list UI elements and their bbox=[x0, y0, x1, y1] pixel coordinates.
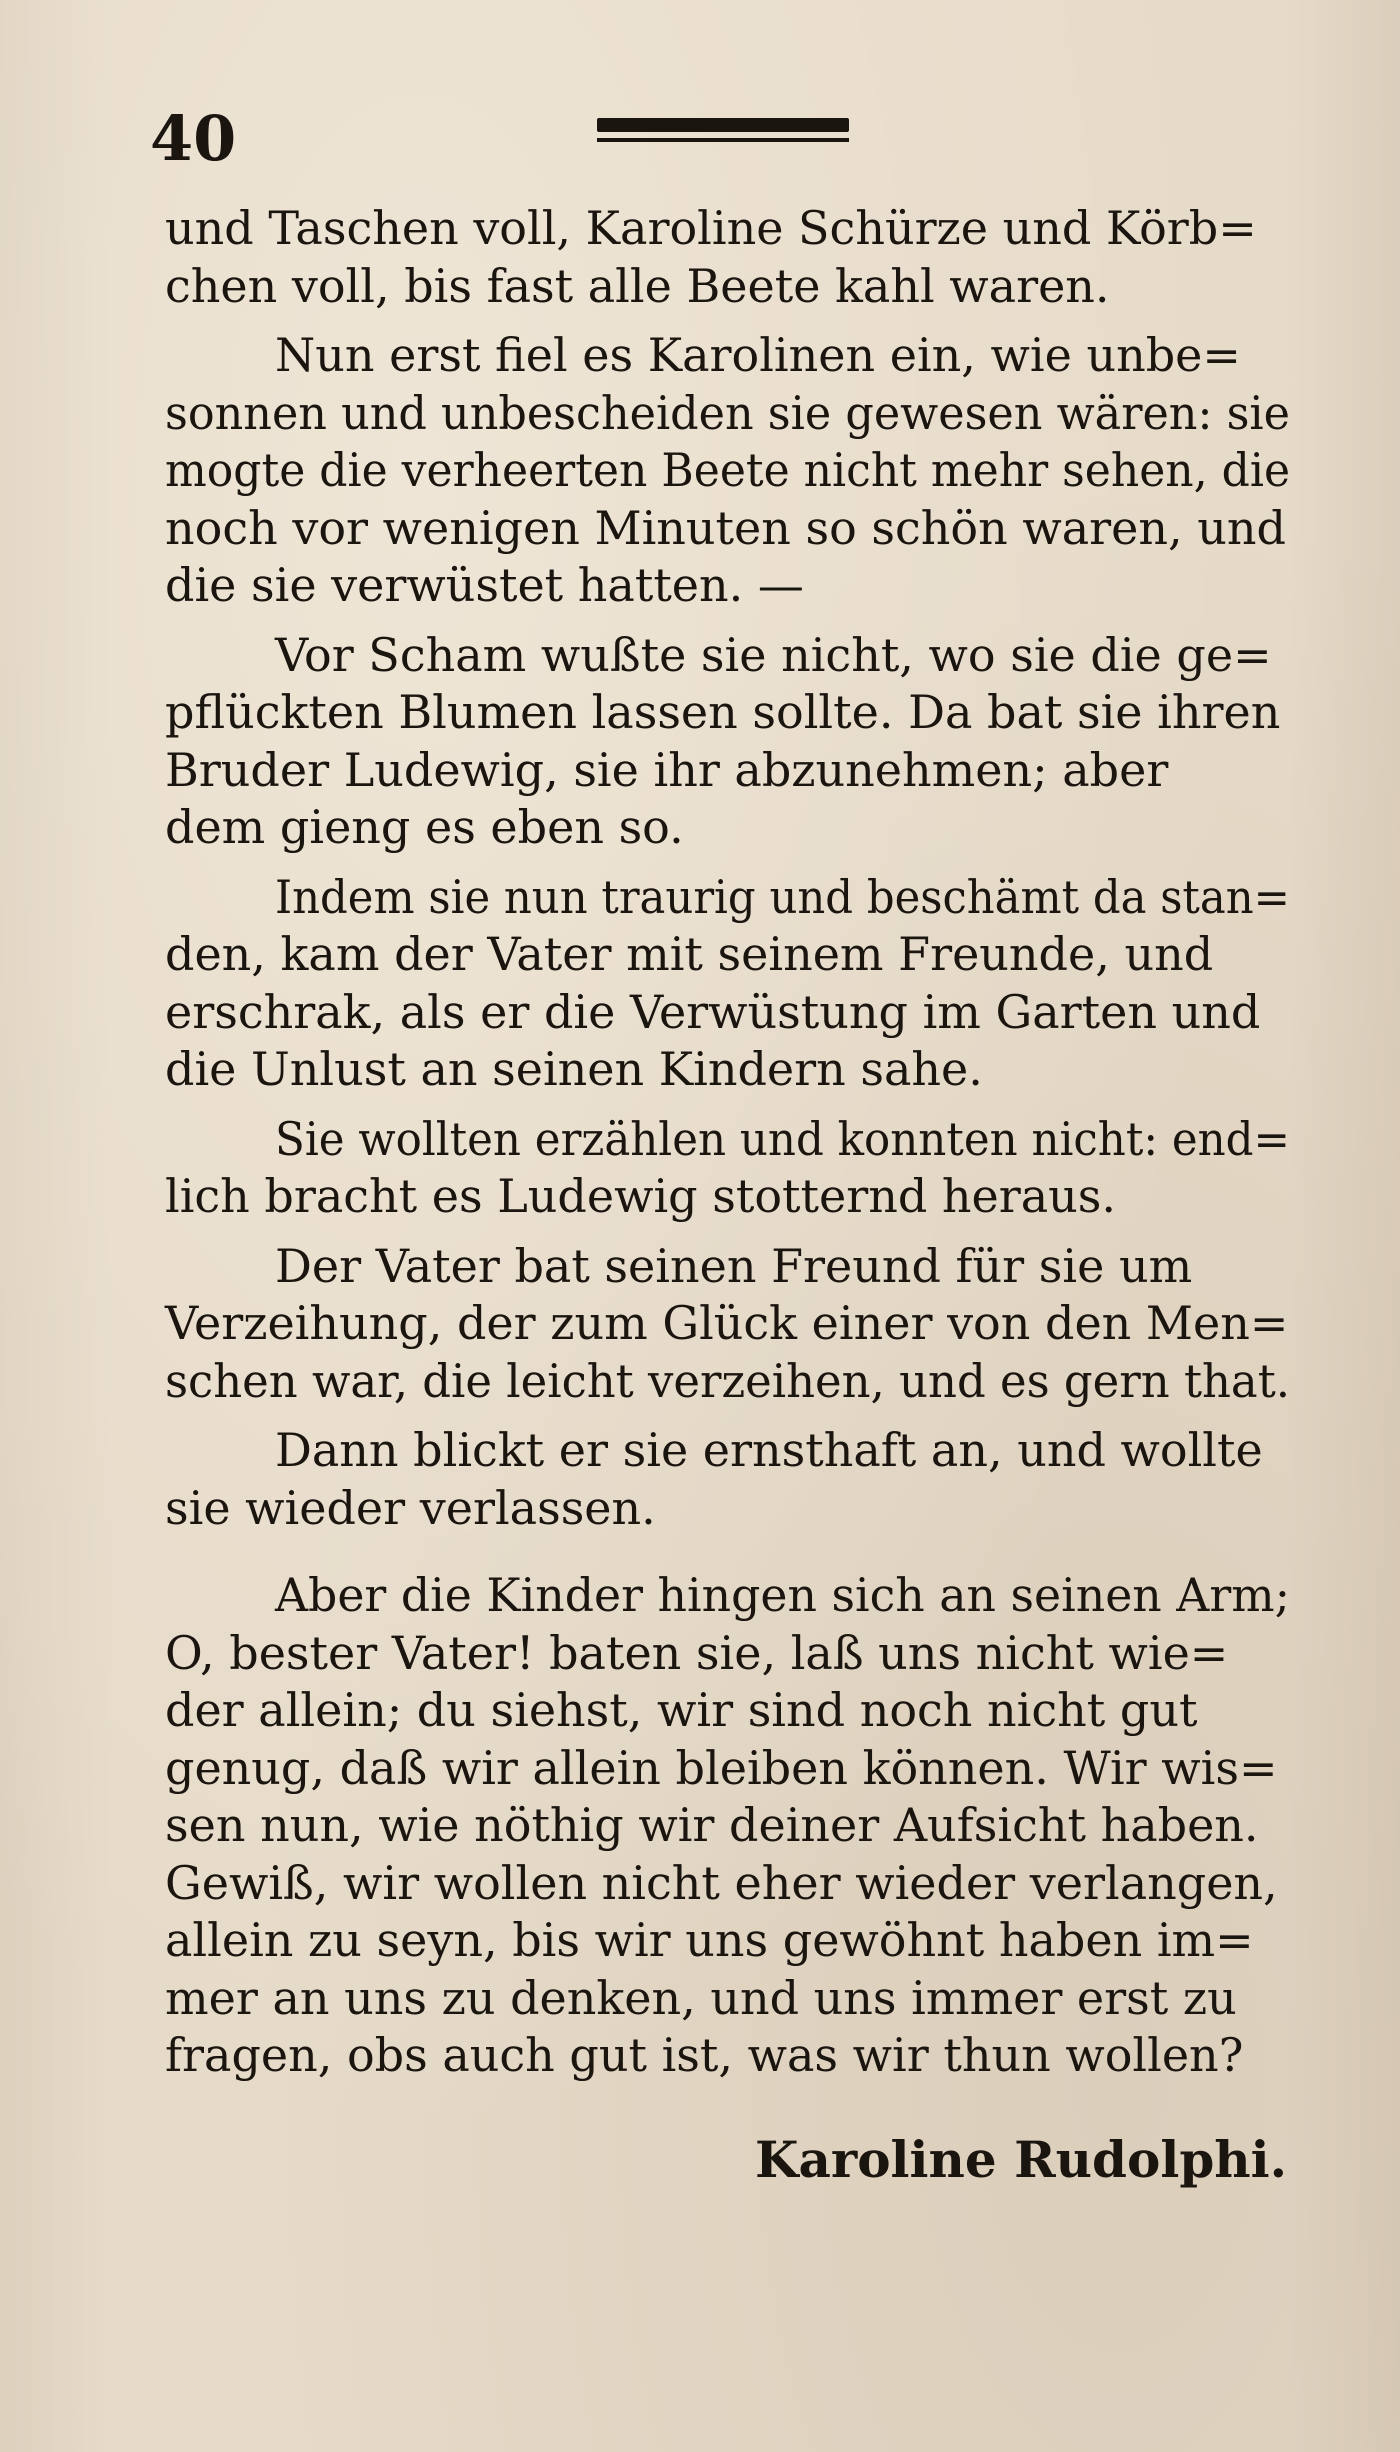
text-line: Bruder Ludewig, sie ihr abzunehmen; aber bbox=[165, 742, 1169, 797]
text-line: mogte die verheerten Beete nicht mehr sehen, die bbox=[165, 443, 1291, 497]
text-line: O, bester Vater! baten sie, laß uns nicht wie= bbox=[165, 1625, 1229, 1680]
body-text bbox=[165, 200, 1290, 2085]
text-line: Der Vater bat seinen Freund für sie um bbox=[275, 1238, 1193, 1293]
text-line: noch vor wenigen Minuten so schön waren, und bbox=[165, 500, 1286, 555]
text-line: chen voll, bis fast alle Beete kahl waren. bbox=[165, 258, 1110, 313]
text-line: Gewiß, wir wollen nicht eher wieder verlangen, bbox=[165, 1855, 1278, 1910]
text-line: Aber die Kinder hingen sich an seinen Arm; bbox=[275, 1568, 1291, 1622]
author-signature: Karoline Rudolphi. bbox=[755, 2130, 1288, 2189]
header-rule bbox=[597, 118, 849, 132]
text-line: schen war, die leicht verzeihen, und es gern that. bbox=[165, 1353, 1291, 1408]
text-line: Dann blickt er sie ernsthaft an, und wollte bbox=[275, 1423, 1263, 1477]
text-line: mer an uns zu denken, und uns immer erst zu bbox=[165, 1970, 1237, 2025]
text-line: sie wieder verlassen. bbox=[165, 1480, 656, 1535]
text-line: sonnen und unbescheiden sie gewesen wären: sie bbox=[165, 385, 1291, 440]
text-line: dem gieng es eben so. bbox=[165, 800, 684, 854]
text-line: Indem sie nun traurig und beschämt da stan= bbox=[275, 869, 1290, 924]
text-line: allein zu seyn, bis wir uns gewöhnt haben im= bbox=[165, 1913, 1254, 1967]
text-line: Nun erst fiel es Karolinen ein, wie unbe= bbox=[275, 328, 1241, 382]
text-line: pflückten Blumen lassen sollte. Da bat sie ihren bbox=[165, 685, 1281, 739]
text-line: Vor Scham wußte sie nicht, wo sie die ge= bbox=[275, 627, 1272, 682]
text-line: den, kam der Vater mit seinem Freunde, und bbox=[165, 927, 1214, 981]
page-number: 40 bbox=[150, 102, 237, 175]
text-line: die Unlust an seinen Kindern sahe. bbox=[165, 1042, 983, 1096]
text-line: sen nun, wie nöthig wir deiner Aufsicht haben. bbox=[165, 1798, 1259, 1852]
header-rule-thin bbox=[597, 138, 849, 142]
text-line: lich bracht es Ludewig stotternd heraus. bbox=[165, 1169, 1117, 1223]
text-line: genug, daß wir allein bleiben können. Wir wis= bbox=[165, 1740, 1278, 1795]
text-line: der allein; du siehst, wir sind noch nicht gut bbox=[165, 1683, 1198, 1737]
text-line: erschrak, als er die Verwüstung im Garten und bbox=[165, 984, 1261, 1039]
text-line: Verzeihung, der zum Glück einer von den Men= bbox=[165, 1296, 1289, 1350]
text-line: Sie wollten erzählen und konnten nicht: end= bbox=[275, 1111, 1290, 1166]
text-line: und Taschen voll, Karoline Schürze und Körb= bbox=[165, 201, 1257, 255]
text-line: die sie verwüstet hatten. — bbox=[165, 558, 804, 612]
text-line: fragen, obs auch gut ist, was wir thun wollen? bbox=[165, 2028, 1244, 2082]
